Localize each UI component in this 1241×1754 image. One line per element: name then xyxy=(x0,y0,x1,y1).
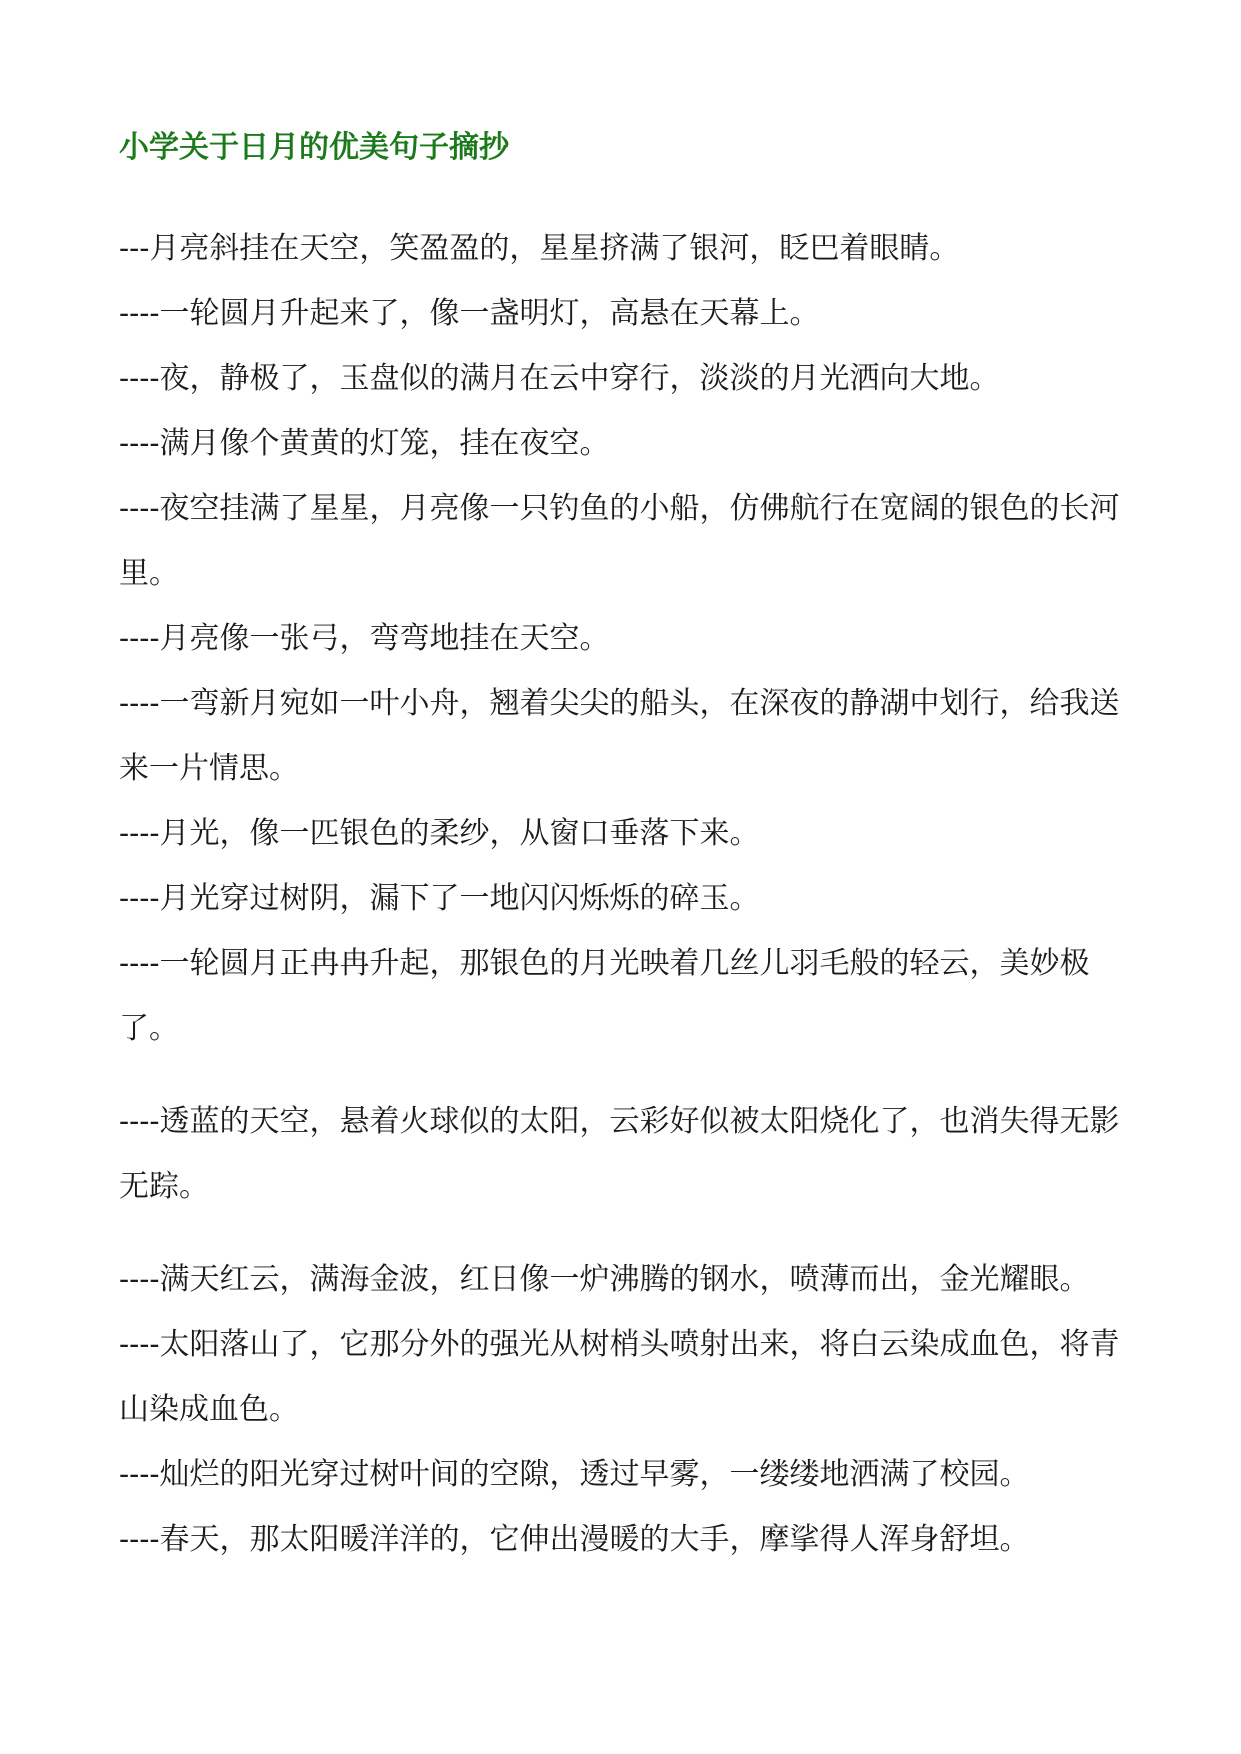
paragraph-13: ----太阳落山了，它那分外的强光从树梢头喷射出来，将白云染成血色，将青山染成血色。 xyxy=(119,1327,1120,1427)
paragraph-7: ----一弯新月宛如一叶小舟，翘着尖尖的船头，在深夜的静湖中划行，给我送来一片情思。 xyxy=(119,686,1120,786)
paragraph-5: ----夜空挂满了星星，月亮像一只钓鱼的小船，仿佛航行在宽阔的银色的长河里。 xyxy=(119,491,1120,591)
paragraph-14: ----灿烂的阳光穿过树叶间的空隙，透过早雾，一缕缕地洒满了校园。 xyxy=(119,1457,1030,1492)
paragraph-3: ----夜，静极了，玉盘似的满月在云中穿行，淡淡的月光洒向大地。 xyxy=(119,361,1000,396)
paragraph-15: ----春天，那太阳暖洋洋的，它伸出漫暖的大手，摩挲得人浑身舒坦。 xyxy=(119,1522,1030,1557)
document-body xyxy=(119,216,1129,1572)
paragraph-8: ----月光，像一匹银色的柔纱，从窗口垂落下来。 xyxy=(119,816,760,851)
paragraph-1: ---月亮斜挂在天空，笑盈盈的，星星挤满了银河，眨巴着眼睛。 xyxy=(119,231,960,266)
paragraph-4: ----满月像个黄黄的灯笼，挂在夜空。 xyxy=(119,426,610,461)
paragraph-12: ----满天红云，满海金波，红日像一炉沸腾的钢水，喷薄而出，金光耀眼。 xyxy=(119,1262,1090,1297)
document-title: 小学关于日月的优美句子摘抄 xyxy=(119,130,509,165)
paragraph-10: ----一轮圆月正冉冉升起，那银色的月光映着几丝儿羽毛般的轻云，美妙极了。 xyxy=(119,946,1090,1046)
paragraph-9: ----月光穿过树阴，漏下了一地闪闪烁烁的碎玉。 xyxy=(119,881,760,916)
paragraph-6: ----月亮像一张弓，弯弯地挂在天空。 xyxy=(119,621,610,656)
paragraph-2: ----一轮圆月升起来了，像一盏明灯，高悬在天幕上。 xyxy=(119,296,820,331)
paragraph-11: ----透蓝的天空，悬着火球似的太阳，云彩好似被太阳烧化了，也消失得无影无踪。 xyxy=(119,1104,1120,1204)
